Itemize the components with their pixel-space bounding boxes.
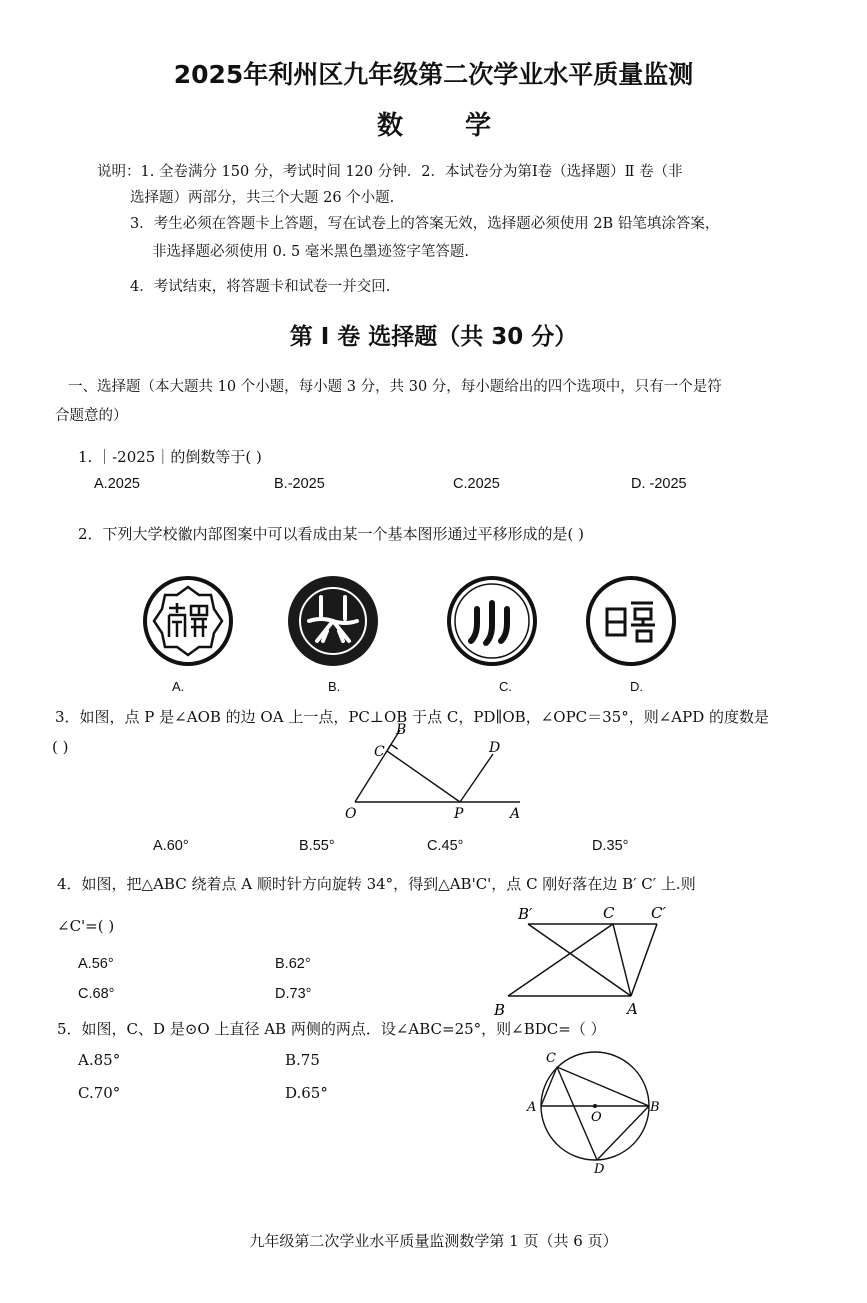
q5-option-a: A.85°: [78, 1051, 121, 1069]
seal-b-peking: [287, 575, 379, 667]
q3-figure: [335, 718, 535, 822]
section-intro-1: 一、选择题（本大题共 10 个小题，每小题 3 分，共 30 分，每小题给出的四个选项中，只有一个是符: [68, 379, 722, 395]
q1-option-c: C.2025: [453, 476, 500, 492]
seal-d-character: [585, 575, 677, 667]
page-footer: 九年级第二次学业水平质量监测数学第 1 页（共 6 页）: [249, 1232, 618, 1250]
q2-option-a: A.: [172, 679, 185, 694]
q4-option-a: A.56°: [78, 956, 114, 972]
q5-figure: [520, 1045, 670, 1175]
note-line-2: 选择题）两部分，共三个大题 26 个小题.: [130, 190, 395, 206]
q5-option-d: D.65°: [285, 1084, 328, 1102]
q4-option-c: C.68°: [78, 986, 115, 1002]
q4-label-c: C: [603, 904, 615, 922]
q1-option-d: D. -2025: [631, 476, 687, 492]
note-line-3: 3．考生必须在答题卡上答题，写在试卷上的答案无效，选择题必须使用 2B 铅笔填涂答案，: [130, 216, 720, 232]
q4-figure: [490, 900, 690, 1020]
q4-option-b: B.62°: [275, 956, 311, 972]
q3-option-d: D.35°: [592, 838, 629, 854]
q5-option-b: B.75: [285, 1051, 320, 1069]
q3-text-1: 3．如图，点 P 是∠AOB 的边 OA 上一点，PC⊥OB 于点 C，PD∥OB，∠OPC＝35°，则∠APD 的度数是: [55, 708, 770, 726]
exam-title: 2025年利州区九年级第二次学业水平质量监测: [173, 60, 694, 89]
q4-text-2: ∠C'=( ): [57, 917, 115, 935]
subject-char-2: 学: [465, 111, 494, 141]
q5-label-o: O: [591, 1110, 602, 1125]
q3-option-a: A.60°: [153, 838, 189, 854]
q4-label-a: A: [627, 1000, 638, 1018]
q3-label-p: P: [454, 806, 464, 822]
q5-label-a: A: [527, 1100, 537, 1115]
q4-label-b: B: [494, 1001, 506, 1019]
seal-a-nankai: [142, 575, 234, 667]
q4-option-d: D.73°: [275, 986, 312, 1002]
q4-label-b-prime: B′: [518, 905, 533, 923]
q3-label-c: C: [374, 744, 385, 760]
q2-option-d: D.: [630, 679, 643, 694]
q2-option-c: C.: [499, 679, 512, 694]
q4-text-1: 4．如图，把△ABC 绕着点 A 顺时针方向旋转 34°，得到△AB'C'，点 C 刚好落在边 B′ C′ 上.则: [57, 875, 696, 893]
q5-text: 5．如图，C、D 是⊙O 上直径 AB 两侧的两点．设∠ABC=25°，则∠BDC=（ ）: [57, 1020, 606, 1038]
q3-label-b: B: [396, 722, 407, 738]
note-line-4: 非选择题必须使用 0. 5 毫米黑色墨迹签字笔答题.: [152, 244, 469, 260]
q5-label-b: B: [650, 1100, 660, 1115]
note-line-1: 说明：1. 全卷满分 150 分，考试时间 120 分钟．2．本试卷分为第Ⅰ卷（选择题）Ⅱ 卷（非: [97, 164, 683, 180]
q3-label-a: A: [510, 806, 521, 822]
q5-label-d: D: [594, 1162, 605, 1175]
q5-option-c: C.70°: [78, 1084, 121, 1102]
section-title: 第 I 卷 选择题（共 30 分）: [289, 324, 578, 350]
q3-option-b: B.55°: [299, 838, 335, 854]
q1-option-b: B.-2025: [274, 476, 325, 492]
subject-char-1: 数: [377, 111, 406, 141]
q3-option-c: C.45°: [427, 838, 464, 854]
q1-option-a: A.2025: [94, 476, 140, 492]
q3-label-d: D: [489, 740, 501, 756]
q3-label-o: O: [345, 806, 357, 822]
seal-c-three-strokes: [446, 575, 538, 667]
note-line-5: 4．考试结束，将答题卡和试卷一并交回.: [130, 279, 391, 295]
q4-label-c-prime: C′: [651, 904, 666, 922]
q1-text: 1. ｜-2025｜的倒数等于( ): [78, 448, 262, 466]
q5-label-c: C: [546, 1051, 556, 1066]
section-intro-2: 合题意的）: [55, 408, 128, 424]
q2-text: 2．下列大学校徽内部图案中可以看成由某一个基本图形通过平移形成的是( ): [78, 525, 585, 543]
q3-text-2: ( ): [52, 738, 69, 756]
q2-option-b: B.: [328, 679, 341, 694]
